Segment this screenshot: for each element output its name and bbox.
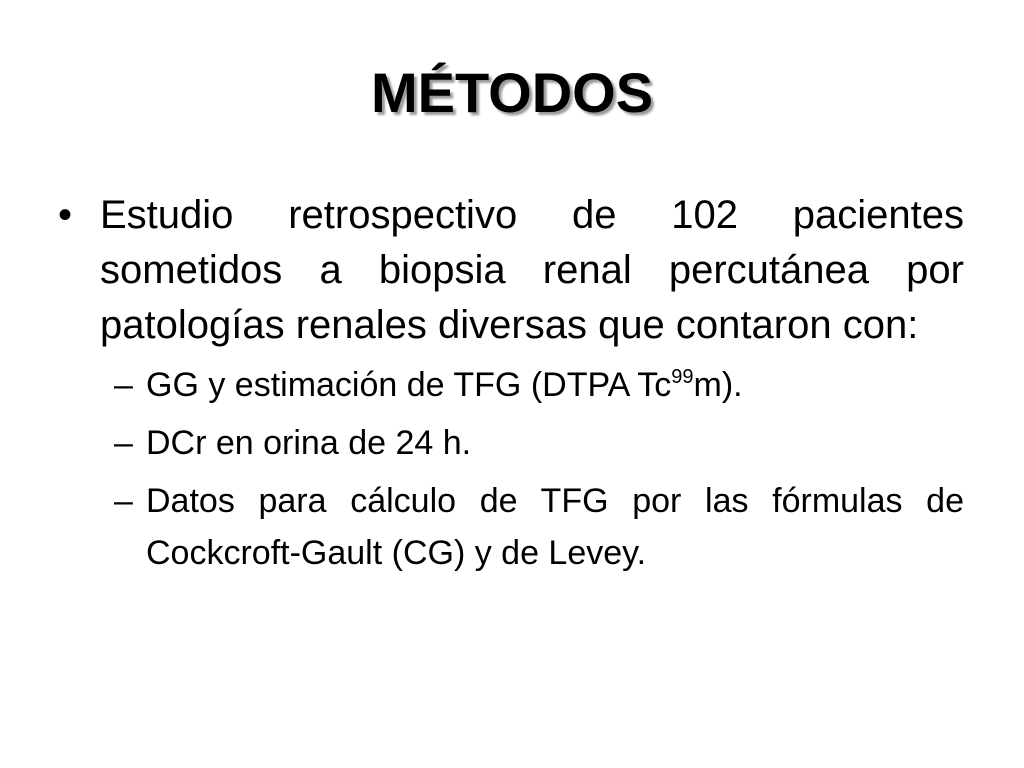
slide-title: MÉTODOS xyxy=(370,61,654,124)
sub-bullet-text-after: m). xyxy=(693,366,743,404)
main-bullet xyxy=(56,188,964,353)
sub-bullet-text: DCr en orina de 24 h. xyxy=(146,424,472,462)
main-bullet-text: Estudio retrospectivo de 102 pacientes sometidos a biopsia renal percutánea por patologías renales diversas que contaron con: xyxy=(100,193,964,347)
dash-marker: – xyxy=(114,366,133,404)
dash-marker: – xyxy=(114,482,133,520)
sub-bullet-text: Datos para cálculo de TFG por las fórmulas de Cockcroft-Gault (CG) y de Levey. xyxy=(146,482,964,572)
sub-bullet-formulas xyxy=(114,475,964,579)
slide-body xyxy=(56,188,964,585)
dash-marker: – xyxy=(114,424,133,462)
sub-bullet-list xyxy=(56,359,964,579)
bullet-marker: • xyxy=(58,193,73,237)
sub-bullet-gg-tfg xyxy=(114,359,964,411)
superscript-99: 99 xyxy=(671,366,694,388)
sub-bullet-dcr xyxy=(114,417,964,469)
sub-bullet-text-before: GG y estimación de TFG (DTPA Tc xyxy=(146,366,672,404)
